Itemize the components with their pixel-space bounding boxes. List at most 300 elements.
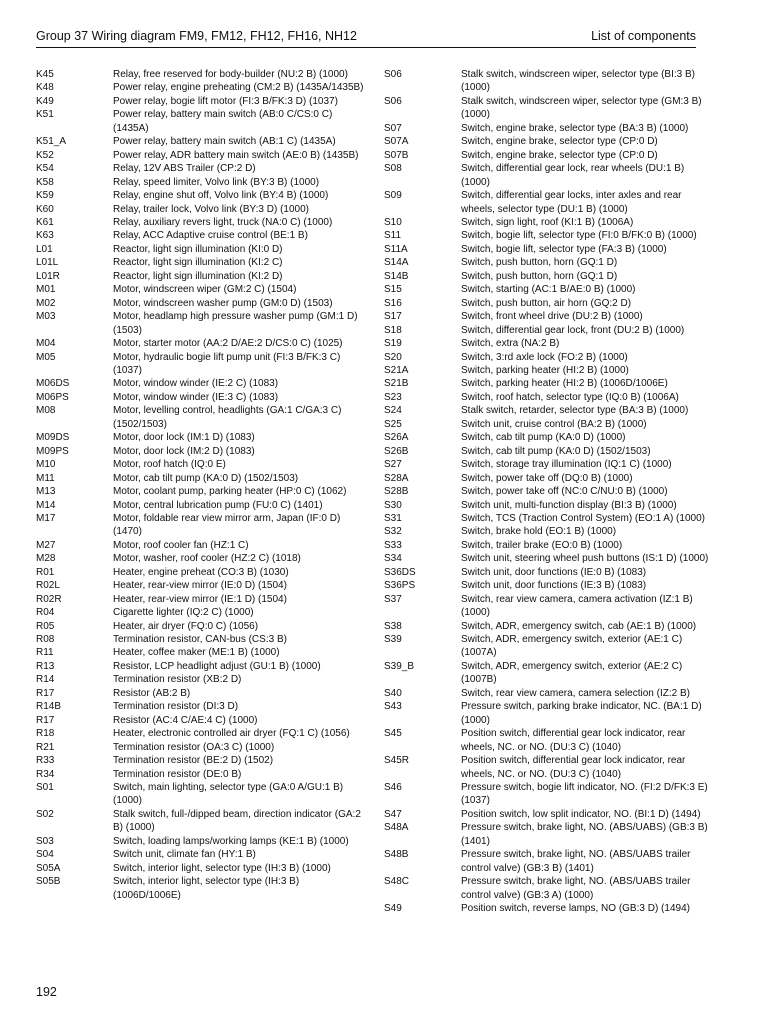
- component-code: S23: [384, 391, 402, 403]
- component-description: Termination resistor (OA:3 C) (1000): [113, 741, 275, 753]
- component-description: Switch, bogie lift, selector type (FI:0 B/FK:0 B) (1000): [461, 230, 697, 242]
- component-description: Motor, windscreen washer pump (GM:0 D) (1503): [113, 297, 333, 309]
- component-code: S31: [384, 512, 402, 524]
- component-row: [384, 754, 714, 781]
- component-row: [384, 229, 714, 242]
- component-description: Switch, interior light, selector type (IH:3 B) (1000): [113, 862, 331, 874]
- component-code: S18: [384, 324, 402, 336]
- component-description: Switch, ADR, emergency switch, cab (AE:1 B) (1000): [461, 620, 697, 632]
- component-code: M28: [36, 553, 56, 565]
- component-description: Motor, roof cooler fan (HZ:1 C): [113, 539, 249, 551]
- component-description: Switch, power take off (NC:0 C/NU:0 B) (1000): [461, 486, 668, 498]
- component-code: S21A: [384, 364, 409, 376]
- component-description: Heater, engine preheat (CO:3 B) (1030): [113, 566, 289, 578]
- component-code: S26B: [384, 445, 409, 457]
- component-row: [36, 606, 366, 619]
- component-code: S36PS: [384, 580, 416, 592]
- component-code: S38: [384, 620, 402, 632]
- component-row: [36, 162, 366, 175]
- component-description: Termination resistor (DI:3 D): [113, 701, 239, 713]
- component-description: Heater, rear-view mirror (IE:1 D) (1504): [113, 593, 287, 605]
- component-row: [36, 176, 366, 189]
- component-description: Power relay, engine preheating (CM:2 B) (1435A/1435B): [113, 82, 364, 94]
- component-code: S43: [384, 701, 402, 713]
- component-code: M04: [36, 338, 56, 350]
- component-row: [384, 404, 714, 417]
- component-description: Relay, trailer lock, Volvo link (BY:3 D) (1000): [113, 203, 310, 215]
- component-code: M27: [36, 539, 56, 551]
- component-description: Switch, power take off (DQ:0 B) (1000): [461, 472, 633, 484]
- component-description: Relay, engine shut off, Volvo link (BY:4 B) (1000): [113, 190, 329, 202]
- component-description: Switch, bogie lift, selector type (FA:3 B) (1000): [461, 243, 667, 255]
- component-code: S07A: [384, 136, 409, 148]
- component-code: S21B: [384, 378, 409, 390]
- component-code: S06: [384, 95, 402, 107]
- component-row: [36, 862, 366, 875]
- component-code: S39_B: [384, 660, 415, 672]
- component-row: [384, 821, 714, 848]
- component-row: [36, 700, 366, 713]
- component-code: S33: [384, 539, 402, 551]
- component-description: Motor, coolant pump, parking heater (HP:0 C) (1062): [113, 486, 347, 498]
- component-row: [384, 297, 714, 310]
- component-description: Pressure switch, parking brake indicator, NC. (BA:1 D) (1000): [461, 701, 702, 726]
- component-description: Switch unit, door functions (IE:0 B) (1083): [461, 566, 647, 578]
- component-row: [384, 660, 714, 687]
- component-row: [384, 391, 714, 404]
- component-code: L01L: [36, 257, 59, 269]
- component-description: Cigarette lighter (IQ:2 C) (1000): [113, 607, 254, 619]
- component-description: Motor, starter motor (AA:2 D/AE:2 D/CS:0 C) (1025): [113, 338, 343, 350]
- component-code: S15: [384, 284, 402, 296]
- component-row: [36, 445, 366, 458]
- component-code: S07B: [384, 149, 409, 161]
- page-header: [36, 29, 696, 48]
- component-description: Switch, cab tilt pump (KA:0 D) (1000): [461, 432, 626, 444]
- component-code: S17: [384, 311, 402, 323]
- component-code: S47: [384, 808, 402, 820]
- component-row: [36, 781, 366, 808]
- component-row: [384, 499, 714, 512]
- component-row: [384, 122, 714, 135]
- component-row: [384, 687, 714, 700]
- component-code: M05: [36, 351, 56, 363]
- component-code: K51_A: [36, 136, 67, 148]
- component-row: [36, 189, 366, 202]
- component-row: [36, 714, 366, 727]
- component-code: S37: [384, 593, 402, 605]
- component-code: L01R: [36, 270, 60, 282]
- component-description: Stalk switch, retarder, selector type (BA:3 B) (1000): [461, 405, 689, 417]
- component-code: M14: [36, 499, 56, 511]
- component-row: [384, 243, 714, 256]
- component-row: [384, 579, 714, 592]
- component-description: Motor, window winder (IE:2 C) (1083): [113, 378, 279, 390]
- component-row: [384, 68, 714, 95]
- component-row: [384, 337, 714, 350]
- component-description: Motor, levelling control, headlights (GA:1 C/GA:3 C) (1502/1503): [113, 405, 342, 430]
- component-row: [36, 579, 366, 592]
- component-description: Motor, windscreen wiper (GM:2 C) (1504): [113, 284, 297, 296]
- component-row: [36, 633, 366, 646]
- component-description: Heater, electronic controlled air dryer (FQ:1 C) (1056): [113, 728, 350, 740]
- component-code: S02: [36, 808, 54, 820]
- component-row: [384, 566, 714, 579]
- component-row: [36, 404, 366, 431]
- component-code: S05A: [36, 862, 61, 874]
- component-row: [384, 593, 714, 620]
- component-code: S28A: [384, 472, 409, 484]
- component-row: [36, 391, 366, 404]
- section-title: List of components: [591, 29, 696, 43]
- component-row: [36, 377, 366, 390]
- component-row: [384, 552, 714, 565]
- component-code: R02L: [36, 580, 60, 592]
- component-description: Relay, speed limiter, Volvo link (BY:3 B) (1000): [113, 176, 320, 188]
- component-code: S40: [384, 687, 402, 699]
- component-description: Position switch, differential gear lock indicator, rear wheels, NC. or NO. (DU:3 C) (1040): [461, 728, 686, 753]
- component-code: R01: [36, 566, 55, 578]
- component-row: [36, 431, 366, 444]
- component-row: [36, 620, 366, 633]
- component-row: [36, 660, 366, 673]
- component-list-left: [36, 68, 366, 902]
- component-code: R04: [36, 607, 55, 619]
- component-description: Switch unit, door functions (IE:3 B) (1083): [461, 580, 647, 592]
- component-row: [36, 835, 366, 848]
- component-description: Switch, engine brake, selector type (CP:0 D): [461, 149, 658, 161]
- component-description: Switch, push button, horn (GQ:1 D): [461, 270, 618, 282]
- component-row: [384, 633, 714, 660]
- component-row: [36, 727, 366, 740]
- component-description: Switch, push button, air horn (GQ:2 D): [461, 297, 632, 309]
- component-description: Reactor, light sign illumination (KI:2 D): [113, 270, 283, 282]
- component-description: Switch, front wheel drive (DU:2 B) (1000): [461, 311, 643, 323]
- component-row: [384, 472, 714, 485]
- component-row: [384, 216, 714, 229]
- component-code: S05B: [36, 876, 61, 888]
- component-row: [36, 229, 366, 242]
- component-code: M11: [36, 472, 55, 484]
- component-code: S01: [36, 782, 54, 794]
- component-row: [384, 149, 714, 162]
- component-code: L01: [36, 243, 53, 255]
- component-code: K51: [36, 109, 54, 121]
- component-description: Position switch, reverse lamps, NO (GB:3 D) (1494): [461, 903, 690, 915]
- component-code: S36DS: [384, 566, 416, 578]
- component-row: [36, 270, 366, 283]
- component-row: [36, 808, 366, 835]
- component-code: S46: [384, 782, 402, 794]
- component-code: R14B: [36, 701, 62, 713]
- component-row: [36, 741, 366, 754]
- component-description: Motor, door lock (IM:2 D) (1083): [113, 445, 255, 457]
- component-code: R05: [36, 620, 55, 632]
- component-code: S32: [384, 526, 402, 538]
- component-row: [384, 727, 714, 754]
- component-description: Switch, parking heater (HI:2 B) (1006D/1006E): [461, 378, 668, 390]
- component-row: [36, 673, 366, 686]
- component-row: [384, 808, 714, 821]
- component-description: Power relay, battery main switch (AB:1 C) (1435A): [113, 136, 336, 148]
- component-row: [36, 297, 366, 310]
- component-row: [384, 431, 714, 444]
- component-row: [36, 203, 366, 216]
- component-description: Switch, roof hatch, selector type (IQ:0 B) (1006A): [461, 391, 679, 403]
- component-code: S09: [384, 190, 402, 202]
- component-code: K54: [36, 163, 54, 175]
- component-row: [36, 256, 366, 269]
- component-row: [36, 754, 366, 767]
- component-description: Stalk switch, full-/dipped beam, direction indicator (GA:2 B) (1000): [113, 808, 361, 834]
- component-row: [384, 485, 714, 498]
- component-row: [36, 848, 366, 861]
- component-row: [384, 162, 714, 189]
- component-row: [384, 875, 714, 902]
- component-code: R02R: [36, 593, 62, 605]
- component-row: [384, 902, 714, 915]
- component-row: [384, 781, 714, 808]
- component-description: Switch, engine brake, selector type (CP:0 D): [461, 136, 658, 148]
- component-row: [36, 539, 366, 552]
- component-code: M03: [36, 311, 56, 323]
- component-description: Termination resistor (XB:2 D): [113, 674, 242, 686]
- component-description: Switch, rear view camera, camera activation (IZ:1 B) (1000): [461, 593, 693, 619]
- component-code: S10: [384, 216, 402, 228]
- component-description: Stalk switch, windscreen wiper, selector type (BI:3 B) (1000): [461, 69, 695, 94]
- component-code: S28B: [384, 486, 409, 498]
- component-row: [36, 593, 366, 606]
- component-row: [384, 539, 714, 552]
- component-description: Switch, interior light, selector type (IH:3 B) (1006D/1006E): [113, 876, 300, 901]
- component-code: M17: [36, 512, 56, 524]
- component-code: S45: [384, 728, 402, 740]
- component-description: Switch, trailer brake (EO:0 B) (1000): [461, 539, 623, 551]
- component-description: Switch, rear view camera, camera selection (IZ:2 B): [461, 687, 690, 699]
- component-row: [384, 270, 714, 283]
- component-row: [384, 620, 714, 633]
- component-description: Switch, cab tilt pump (KA:0 D) (1502/1503): [461, 445, 651, 457]
- component-description: Switch unit, steering wheel push buttons (IS:1 D) (1000): [461, 553, 709, 565]
- component-row: [36, 68, 366, 81]
- component-code: K59: [36, 190, 54, 202]
- component-code: S11A: [384, 243, 408, 255]
- component-description: Reactor, light sign illumination (KI:2 C): [113, 257, 283, 269]
- component-row: [384, 310, 714, 323]
- component-row: [384, 525, 714, 538]
- component-description: Relay, 12V ABS Trailer (CP:2 D): [113, 163, 256, 175]
- component-description: Position switch, differential gear lock indicator, rear wheels, NC. or NO. (DU:3 C) (1040): [461, 755, 686, 780]
- document-title: Group 37 Wiring diagram FM9, FM12, FH12, FH16, NH12: [36, 29, 357, 43]
- component-row: [36, 310, 366, 337]
- component-code: S48C: [384, 876, 410, 888]
- component-code: S14A: [384, 257, 409, 269]
- component-code: R08: [36, 634, 55, 646]
- component-code: S30: [384, 499, 402, 511]
- component-code: R13: [36, 660, 55, 672]
- component-description: Switch, engine brake, selector type (BA:3 B) (1000): [461, 122, 689, 134]
- component-description: Motor, cab tilt pump (KA:0 D) (1502/1503): [113, 472, 299, 484]
- component-row: [36, 646, 366, 659]
- component-description: Switch, parking heater (HI:2 B) (1000): [461, 364, 629, 376]
- component-code: S25: [384, 418, 402, 430]
- component-description: Relay, ACC Adaptive cruise control (BE:1 B): [113, 230, 308, 242]
- component-code: S34: [384, 553, 402, 565]
- component-row: [36, 472, 366, 485]
- component-code: K49: [36, 95, 54, 107]
- component-row: [36, 149, 366, 162]
- component-code: R34: [36, 768, 55, 780]
- component-description: Resistor (AB:2 B): [113, 687, 191, 699]
- component-code: K61: [36, 216, 54, 228]
- component-row: [384, 848, 714, 875]
- component-description: Switch, sign light, roof (KI:1 B) (1006A): [461, 216, 634, 228]
- component-description: Switch, TCS (Traction Control System) (EO:1 A) (1000): [461, 512, 705, 524]
- component-description: Position switch, low split indicator, NO. (BI:1 D) (1494): [461, 808, 701, 820]
- component-description: Switch, brake hold (EO:1 B) (1000): [461, 526, 617, 538]
- component-row: [36, 108, 366, 135]
- component-description: Switch, differential gear locks, inter axles and rear wheels, selector type (DU:1 B) (1000): [461, 190, 682, 215]
- component-description: Heater, rear-view mirror (IE:0 D) (1504): [113, 580, 287, 592]
- component-code: S26A: [384, 432, 409, 444]
- component-code: M13: [36, 486, 56, 498]
- component-description: Switch, ADR, emergency switch, exterior (AE:1 C) (1007A): [461, 634, 683, 659]
- component-row: [384, 351, 714, 364]
- component-description: Switch unit, multi-function display (BI:3 B) (1000): [461, 499, 677, 511]
- component-code: K63: [36, 230, 54, 242]
- component-description: Heater, air dryer (FQ:0 C) (1056): [113, 620, 259, 632]
- component-description: Pressure switch, bogie lift indicator, NO. (FI:2 D/FK:3 E) (1037): [461, 782, 708, 807]
- component-description: Relay, free reserved for body-builder (NU:2 B) (1000): [113, 69, 348, 80]
- component-description: Termination resistor (BE:2 D) (1502): [113, 755, 274, 767]
- component-row: [384, 324, 714, 337]
- component-description: Motor, central lubrication pump (FU:0 C) (1401): [113, 499, 323, 511]
- component-row: [36, 458, 366, 471]
- component-code: S24: [384, 405, 402, 417]
- component-description: Heater, coffee maker (ME:1 B) (1000): [113, 647, 280, 659]
- component-description: Motor, roof hatch (IQ:0 E): [113, 459, 226, 471]
- component-description: Switch, loading lamps/working lamps (KE:1 B) (1000): [113, 835, 349, 847]
- component-code: M06PS: [36, 391, 69, 403]
- component-code: M01: [36, 284, 56, 296]
- component-row: [384, 95, 714, 122]
- component-code: S16: [384, 297, 402, 309]
- component-description: Resistor (AC:4 C/AE:4 C) (1000): [113, 714, 258, 726]
- component-code: R17: [36, 714, 55, 726]
- component-description: Termination resistor (DE:0 B): [113, 768, 242, 780]
- component-description: Resistor, LCP headlight adjust (GU:1 B) (1000): [113, 660, 321, 672]
- page-number: 192: [36, 985, 57, 999]
- component-list-right: [384, 68, 714, 916]
- component-description: Motor, hydraulic bogie lift pump unit (FI:3 B/FK:3 C) (1037): [113, 351, 341, 376]
- component-code: S19: [384, 338, 402, 350]
- component-row: [384, 189, 714, 216]
- component-code: S48B: [384, 849, 409, 861]
- component-description: Switch, storage tray illumination (IQ:1 C) (1000): [461, 459, 672, 471]
- component-code: S11: [384, 230, 402, 242]
- component-code: R21: [36, 741, 55, 753]
- component-description: Switch unit, climate fan (HY:1 B): [113, 849, 256, 861]
- component-code: S08: [384, 163, 402, 175]
- component-code: S03: [36, 835, 54, 847]
- component-code: S04: [36, 849, 54, 861]
- component-code: K48: [36, 82, 54, 94]
- component-row: [36, 243, 366, 256]
- component-row: [384, 377, 714, 390]
- component-row: [384, 445, 714, 458]
- component-description: Power relay, battery main switch (AB:0 C/CS:0 C) (1435A): [113, 109, 333, 134]
- component-row: [36, 283, 366, 296]
- component-description: Switch, extra (NA:2 B): [461, 338, 560, 350]
- component-code: K60: [36, 203, 54, 215]
- component-description: Relay, auxiliary revers light, truck (NA:0 C) (1000): [113, 216, 333, 228]
- component-row: [36, 337, 366, 350]
- component-code: M09PS: [36, 445, 69, 457]
- component-row: [36, 687, 366, 700]
- component-description: Motor, window winder (IE:3 C) (1083): [113, 391, 279, 403]
- component-description: Power relay, ADR battery main switch (AE:0 B) (1435B): [113, 149, 359, 161]
- component-row: [36, 135, 366, 148]
- component-code: M09DS: [36, 432, 70, 444]
- component-row: [384, 135, 714, 148]
- component-description: Motor, headlamp high pressure washer pump (GM:1 D) (1503): [113, 311, 358, 336]
- component-row: [384, 256, 714, 269]
- component-code: K45: [36, 69, 54, 80]
- component-code: R11: [36, 647, 54, 659]
- component-description: Power relay, bogie lift motor (FI:3 B/FK:3 D) (1037): [113, 95, 338, 107]
- component-code: S45R: [384, 755, 410, 767]
- component-code: R17: [36, 687, 55, 699]
- component-row: [36, 216, 366, 229]
- component-row: [36, 875, 366, 902]
- component-description: Motor, door lock (IM:1 D) (1083): [113, 432, 255, 444]
- component-description: Switch, 3:rd axle lock (FO:2 B) (1000): [461, 351, 628, 363]
- component-description: Motor, washer, roof cooler (HZ:2 C) (1018): [113, 553, 301, 565]
- component-description: Switch, main lighting, selector type (GA:0 A/GU:1 B) (1000): [113, 782, 344, 807]
- component-description: Motor, foldable rear view mirror arm, Japan (IF:0 D) (1470): [113, 512, 341, 538]
- component-code: R33: [36, 755, 55, 767]
- component-description: Switch unit, cruise control (BA:2 B) (1000): [461, 418, 647, 430]
- component-description: Switch, push button, horn (GQ:1 D): [461, 257, 618, 269]
- component-row: [36, 552, 366, 565]
- component-code: S06: [384, 69, 402, 80]
- component-code: M10: [36, 459, 56, 471]
- component-description: Pressure switch, brake light, NO. (ABS/UABS trailer control valve) (GB:3 A) (1000): [461, 876, 691, 901]
- component-description: Switch, ADR, emergency switch, exterior (AE:2 C) (1007B): [461, 660, 683, 686]
- component-code: S14B: [384, 270, 409, 282]
- component-description: Termination resistor, CAN-bus (CS:3 B): [113, 634, 287, 646]
- component-code: S07: [384, 122, 402, 134]
- component-description: Pressure switch, brake light, NO. (ABS/UABS trailer control valve) (GB:3 B) (1401): [461, 849, 691, 874]
- component-row: [384, 418, 714, 431]
- component-code: S49: [384, 903, 402, 915]
- component-code: K58: [36, 176, 54, 188]
- component-description: Stalk switch, windscreen wiper, selector type (GM:3 B) (1000): [461, 95, 702, 121]
- component-row: [36, 768, 366, 781]
- component-code: M06DS: [36, 378, 70, 390]
- component-description: Switch, differential gear lock, front (DU:2 B) (1000): [461, 324, 685, 336]
- component-row: [384, 364, 714, 377]
- component-code: S39: [384, 634, 402, 646]
- component-code: S48A: [384, 822, 409, 834]
- component-code: M08: [36, 405, 56, 417]
- component-description: Switch, starting (AC:1 B/AE:0 B) (1000): [461, 284, 636, 296]
- component-row: [384, 512, 714, 525]
- component-row: [36, 485, 366, 498]
- component-row: [36, 512, 366, 539]
- component-row: [384, 283, 714, 296]
- component-row: [36, 351, 366, 378]
